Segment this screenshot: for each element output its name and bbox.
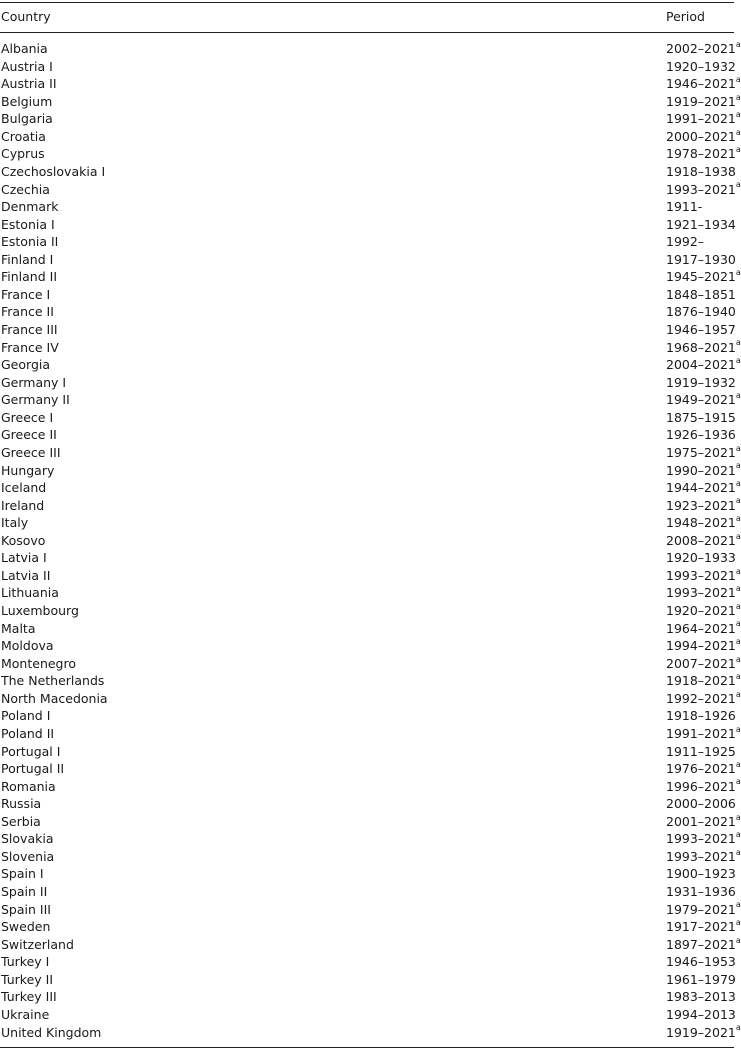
table-row	[0, 216, 734, 234]
country-cell: Latvia II	[1, 567, 51, 583]
table-row	[0, 812, 741, 831]
country-cell: Montenegro	[1, 655, 77, 671]
footnote-marker: a	[735, 127, 741, 137]
table-row	[0, 461, 741, 480]
period-value: 1983–2013	[666, 989, 736, 1005]
period-cell	[666, 409, 736, 427]
period-value: 1911–1925	[666, 743, 736, 759]
country-cell: Turkey III	[1, 989, 57, 1005]
period-value: 1945–2021	[666, 269, 736, 285]
period-cell	[666, 497, 741, 515]
period-value: 1996–2021	[666, 778, 736, 794]
table-row	[0, 374, 734, 392]
period-value: 1993–2021	[666, 567, 736, 583]
period-cell	[666, 743, 736, 761]
footnote-marker: a	[735, 566, 741, 576]
footnote-marker: a	[735, 917, 741, 927]
footnote-marker: a	[735, 338, 741, 348]
period-value: 1917–1930	[666, 251, 736, 267]
table-row	[0, 496, 741, 515]
footnote-marker: a	[735, 935, 741, 945]
table-row	[0, 672, 741, 690]
country-cell: Poland I	[1, 708, 51, 724]
country-cell: Estonia II	[1, 234, 59, 250]
header-rule	[0, 32, 734, 33]
period-value: 2004–2021	[666, 357, 736, 373]
period-value: 1991–2021	[666, 111, 736, 127]
country-cell: Georgia	[1, 357, 51, 373]
country-cell: Cyprus	[1, 146, 45, 162]
period-value: 1992–	[666, 234, 705, 250]
country-cell: France III	[1, 322, 58, 337]
country-cell: Czechoslovakia I	[1, 163, 106, 179]
period-cell	[666, 549, 736, 567]
period-cell	[666, 584, 741, 602]
period-value: 1919–1932	[666, 374, 736, 390]
table-row	[0, 233, 734, 251]
period-cell	[666, 40, 741, 58]
table-row	[0, 303, 734, 321]
period-cell	[666, 286, 736, 304]
table-row	[0, 127, 741, 146]
country-cell: Slovenia	[1, 848, 55, 864]
period-value: 1921–1934	[666, 216, 736, 232]
footnote-marker: a	[735, 443, 741, 453]
period-value: 1918–1926	[666, 708, 736, 724]
table-row	[0, 145, 741, 163]
period-value: 1978–2021	[666, 146, 736, 162]
period-cell	[666, 901, 741, 919]
table-row	[0, 900, 741, 919]
period-cell	[666, 391, 741, 409]
period-cell	[666, 181, 741, 199]
country-cell: Russia	[1, 796, 42, 812]
footnote-marker: a	[735, 724, 741, 734]
period-cell	[666, 830, 741, 848]
period-value: 1900–1923	[666, 866, 736, 882]
country-cell: Greece I	[1, 409, 54, 425]
period-value: 1919–2021	[666, 93, 736, 109]
period-value: 1948–2021	[666, 515, 736, 531]
period-cell	[666, 198, 702, 216]
table-row	[0, 163, 734, 181]
period-cell	[666, 567, 741, 585]
period-cell	[666, 75, 741, 93]
period-value: 1946–1953	[666, 954, 736, 970]
footnote-marker: a	[735, 496, 741, 506]
period-cell	[666, 1024, 741, 1042]
period-value: 1994–2021	[666, 638, 736, 654]
table-row	[0, 58, 734, 76]
country-cell: Poland II	[1, 725, 55, 741]
country-cell: Croatia	[1, 128, 46, 144]
footnote-marker: a	[735, 777, 741, 787]
country-cell: Hungary	[1, 462, 55, 478]
period-value: 1920–1932	[666, 58, 736, 74]
period-cell	[666, 848, 741, 866]
table-row	[0, 549, 734, 567]
period-cell	[666, 145, 741, 163]
footnote-marker: a	[735, 391, 741, 401]
period-column-header: Period	[666, 9, 705, 24]
footnote-marker: a	[735, 39, 741, 49]
period-value: 1964–2021	[666, 620, 736, 636]
country-cell: Serbia	[1, 813, 41, 829]
footnote-marker: a	[735, 110, 741, 120]
period-cell	[666, 216, 736, 234]
period-value: 1993–2021	[666, 831, 736, 847]
country-cell: Belgium	[1, 93, 53, 109]
table-row	[0, 601, 741, 620]
period-value: 1975–2021	[666, 444, 736, 460]
period-cell	[666, 602, 741, 620]
table-row	[0, 338, 741, 357]
country-cell: United Kingdom	[1, 1024, 102, 1040]
period-cell	[666, 865, 736, 883]
table-row	[0, 409, 734, 427]
period-value: 1961–1979	[666, 971, 736, 987]
country-cell: Greece III	[1, 444, 61, 460]
period-value: 1944–2021	[666, 480, 736, 496]
period-cell	[666, 532, 741, 550]
period-cell	[666, 444, 741, 462]
table-row	[0, 321, 734, 339]
period-value: 1876–1940	[666, 304, 736, 320]
table-row	[0, 355, 741, 374]
country-cell: Turkey I	[1, 954, 50, 970]
footnote-marker: a	[735, 531, 741, 541]
period-cell	[666, 339, 741, 357]
country-cell: North Macedonia	[1, 690, 108, 706]
table-row	[0, 391, 741, 409]
period-value: 1848–1851	[666, 286, 736, 302]
table-body	[0, 39, 741, 1041]
table-row	[0, 689, 741, 708]
period-cell	[666, 356, 741, 374]
period-value: 1923–2021	[666, 497, 736, 513]
period-cell	[666, 374, 736, 392]
table-row	[0, 707, 734, 725]
period-value: 1919–2021	[666, 1024, 736, 1040]
period-value: 1918–1938	[666, 163, 736, 179]
table-row	[0, 74, 741, 93]
period-cell	[666, 110, 741, 128]
footnote-marker: a	[735, 830, 741, 840]
country-cell: Iceland	[1, 480, 47, 496]
country-cell: Germany I	[1, 374, 67, 390]
footnote-marker: a	[735, 654, 741, 664]
country-cell: Finland I	[1, 251, 54, 267]
country-cell: Switzerland	[1, 936, 74, 952]
country-cell: Luxembourg	[1, 603, 79, 618]
period-cell	[666, 813, 741, 831]
period-cell	[666, 462, 741, 480]
country-cell: Austria II	[1, 76, 57, 92]
footnote-marker: a	[735, 461, 741, 471]
period-cell	[666, 655, 741, 673]
table-row	[0, 1023, 741, 1042]
country-cell: Portugal II	[1, 761, 65, 777]
period-cell	[666, 1006, 736, 1024]
table-row	[0, 566, 741, 585]
table-row	[0, 251, 734, 269]
country-cell: Spain I	[1, 866, 44, 882]
period-cell	[666, 988, 736, 1006]
table-row	[0, 883, 734, 901]
table-row	[0, 1006, 734, 1024]
period-value: 2002–2021	[666, 41, 736, 56]
period-value: 1990–2021	[666, 462, 736, 478]
footnote-marker: a	[735, 619, 741, 629]
table-row	[0, 953, 734, 971]
period-cell	[666, 426, 736, 444]
country-cell: France IV	[1, 339, 59, 355]
footnote-marker: a	[735, 145, 741, 155]
period-cell	[666, 620, 741, 638]
table-header	[0, 9, 734, 27]
period-cell	[666, 707, 736, 725]
footnote-marker: a	[735, 689, 741, 699]
period-value: 1917–2021	[666, 919, 736, 935]
period-value: 2001–2021	[666, 813, 736, 829]
period-cell	[666, 795, 736, 813]
table-row	[0, 865, 734, 883]
country-cell: Sweden	[1, 919, 51, 935]
period-value: 1946–2021	[666, 76, 736, 92]
country-cell: France II	[1, 304, 54, 320]
country-column-header: Country	[1, 9, 51, 24]
table-row	[0, 198, 734, 216]
table-row	[0, 619, 741, 638]
country-cell: France I	[1, 286, 51, 302]
table-row	[0, 478, 741, 497]
footnote-marker: a	[735, 355, 741, 365]
footnote-marker: a	[735, 672, 741, 682]
country-cell: The Netherlands	[1, 673, 105, 689]
table-row	[0, 514, 741, 532]
period-value: 1994–2013	[666, 1006, 736, 1022]
country-cell: Estonia I	[1, 216, 55, 232]
period-value: 1931–1936	[666, 884, 736, 899]
period-value: 2000–2006	[666, 796, 736, 812]
footnote-marker: a	[735, 584, 741, 594]
period-cell	[666, 514, 741, 532]
footnote-marker: a	[735, 812, 741, 822]
country-cell: Austria I	[1, 58, 53, 74]
period-value: 1968–2021	[666, 339, 736, 355]
country-cell: Greece II	[1, 427, 57, 443]
country-cell: Italy	[1, 515, 29, 531]
period-cell	[666, 93, 741, 111]
table-row	[0, 584, 741, 602]
table-row	[0, 654, 741, 673]
table-row	[0, 110, 741, 128]
period-value: 1926–1936	[666, 427, 736, 443]
period-cell	[666, 251, 736, 269]
table-row	[0, 724, 741, 743]
table-row	[0, 39, 741, 58]
bottom-rule	[0, 1047, 734, 1048]
country-cell: Kosovo	[1, 532, 46, 548]
country-cell: Slovakia	[1, 831, 54, 847]
period-value: 1911-	[666, 199, 703, 215]
period-cell	[666, 883, 736, 901]
country-cell: Albania	[1, 41, 48, 56]
table-row	[0, 426, 734, 444]
period-value: 1946–1957	[666, 322, 736, 337]
country-cell: Latvia I	[1, 550, 47, 566]
period-value: 1920–1933	[666, 550, 736, 566]
table-row	[0, 180, 741, 199]
country-cell: Spain III	[1, 901, 51, 917]
footnote-marker: a	[735, 514, 741, 524]
period-cell	[666, 760, 741, 778]
period-cell	[666, 58, 736, 76]
footnote-marker: a	[735, 478, 741, 488]
footnote-marker: a	[735, 847, 741, 857]
footnote-marker: a	[735, 268, 741, 278]
period-value: 2008–2021	[666, 532, 736, 548]
country-cell: Finland II	[1, 269, 58, 285]
period-cell	[666, 479, 741, 497]
period-cell	[666, 672, 741, 690]
country-cell: Moldova	[1, 638, 54, 654]
table-row	[0, 917, 741, 936]
period-value: 1949–2021	[666, 392, 736, 408]
period-cell	[666, 953, 736, 971]
period-cell	[666, 936, 741, 954]
country-cell: Ireland	[1, 497, 45, 513]
period-value: 1991–2021	[666, 725, 736, 741]
table-row	[0, 847, 741, 866]
period-value: 2000–2021	[666, 128, 736, 144]
period-cell	[666, 268, 741, 286]
country-cell: Turkey II	[1, 971, 54, 987]
period-value: 1993–2021	[666, 585, 736, 601]
table-row	[0, 759, 741, 778]
period-cell	[666, 971, 736, 989]
table-row	[0, 286, 734, 304]
period-cell	[666, 725, 741, 743]
country-cell: Bulgaria	[1, 111, 53, 127]
table-row	[0, 935, 741, 954]
period-value: 1920–2021	[666, 603, 736, 618]
period-cell	[666, 690, 741, 708]
period-value: 1993–2021	[666, 848, 736, 864]
table-row	[0, 830, 741, 848]
country-cell: Germany II	[1, 392, 70, 408]
table-row	[0, 92, 741, 111]
country-cell: Czechia	[1, 181, 50, 197]
period-value: 1875–1915	[666, 409, 736, 425]
period-value: 1992–2021	[666, 690, 736, 706]
country-cell: Spain II	[1, 884, 48, 899]
period-value: 1979–2021	[666, 901, 736, 917]
footnote-marker: a	[735, 180, 741, 190]
period-cell	[666, 778, 741, 796]
period-value: 2007–2021	[666, 655, 736, 671]
footnote-marker: a	[735, 1023, 741, 1033]
table-row	[0, 268, 741, 286]
footnote-marker: a	[735, 92, 741, 102]
period-cell	[666, 303, 736, 321]
period-cell	[666, 918, 741, 936]
top-rule	[0, 2, 734, 3]
footnote-marker: a	[735, 601, 741, 611]
country-cell: Denmark	[1, 199, 59, 215]
table-row	[0, 636, 741, 655]
footnote-marker: a	[735, 74, 741, 84]
period-cell	[666, 128, 741, 146]
period-cell	[666, 637, 741, 655]
table-row	[0, 443, 741, 462]
country-cell: Malta	[1, 620, 36, 636]
period-value: 1993–2021	[666, 181, 736, 197]
table-row	[0, 971, 734, 989]
table-row	[0, 531, 741, 550]
footnote-marker: a	[735, 636, 741, 646]
table-row	[0, 988, 734, 1006]
period-cell	[666, 163, 736, 181]
footnote-marker: a	[735, 759, 741, 769]
footnote-marker: a	[735, 900, 741, 910]
table-row	[0, 795, 734, 813]
period-value: 1918–2021	[666, 673, 736, 689]
period-value: 1976–2021	[666, 761, 736, 777]
table-row	[0, 743, 734, 761]
period-cell	[666, 321, 736, 339]
country-cell: Portugal I	[1, 743, 61, 759]
country-cell: Romania	[1, 778, 56, 794]
period-cell	[666, 233, 704, 251]
country-cell: Ukraine	[1, 1006, 50, 1022]
table-row	[0, 777, 741, 796]
country-cell: Lithuania	[1, 585, 59, 601]
period-value: 1897–2021	[666, 936, 736, 952]
